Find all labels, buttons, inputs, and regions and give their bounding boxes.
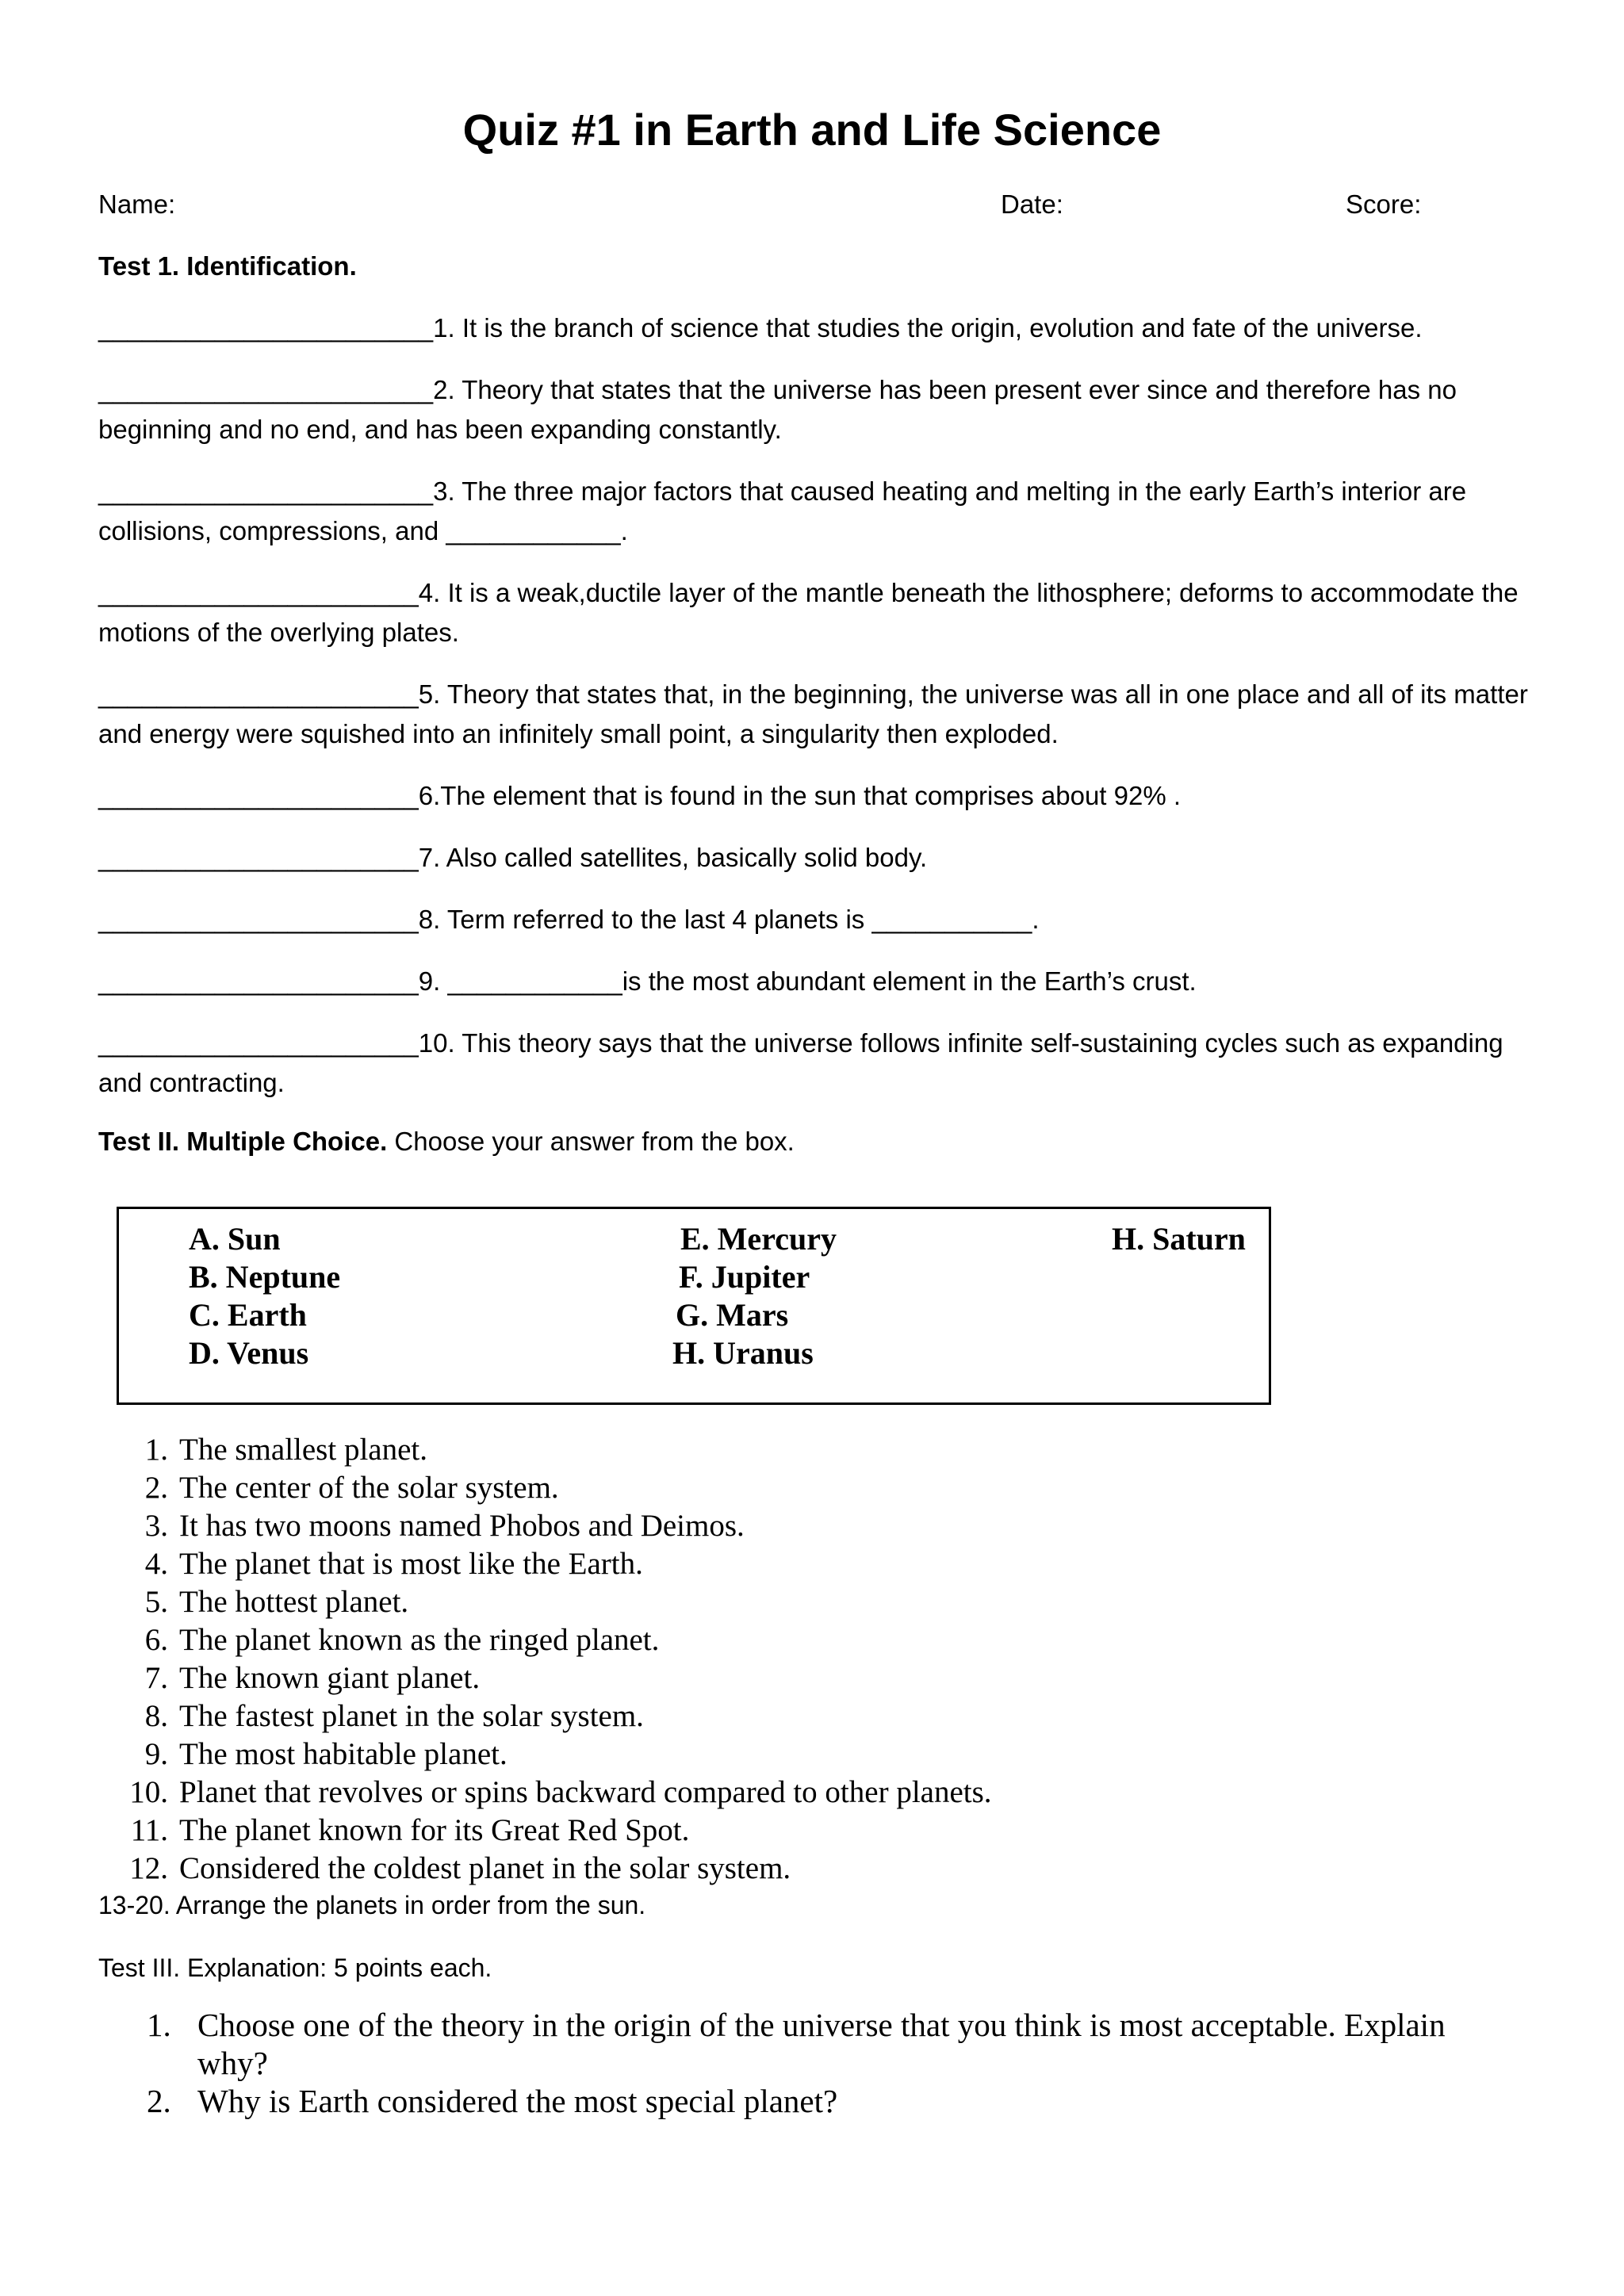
date-label: Date:	[1001, 189, 1063, 219]
answer-blank[interactable]: _______________________	[98, 476, 434, 506]
test1-item	[98, 838, 1542, 878]
list-item: 5. The hottest planet.	[144, 1585, 409, 1619]
choice-item: F. Jupiter	[679, 1259, 810, 1295]
multiple-choice-questions	[117, 1431, 992, 1888]
choice-item: H. Saturn	[1112, 1221, 1246, 1257]
list-item: 3. It has two moons named Phobos and Deimos.	[144, 1509, 745, 1543]
choice-item: C. Earth	[189, 1297, 307, 1333]
test1-item	[98, 675, 1542, 754]
test2-heading: Test II. Multiple Choice. Choose your answer from the box.	[98, 1127, 795, 1156]
test1-item	[98, 370, 1542, 450]
list-item: 6. The planet known as the ringed planet.	[144, 1623, 660, 1657]
question-text: 9. ____________is the most abundant element in the Earth’s crust.	[418, 966, 1197, 996]
question-text: 6.The element that is found in the sun that comprises about 92% .	[418, 781, 1182, 810]
question-text: 1. It is the branch of science that studies the origin, evolution and fate of the universe.	[433, 313, 1423, 342]
score-label: Score:	[1346, 189, 1422, 219]
list-item: 2. The center of the solar system.	[144, 1471, 559, 1505]
arrange-instruction: 13-20. Arrange the planets in order from the sun.	[98, 1891, 646, 1919]
question-text: 8. Term referred to the last 4 planets is ___________.	[418, 905, 1040, 934]
answer-choices-box	[117, 1207, 1271, 1405]
page-title: Quiz #1 in Earth and Life Science	[462, 105, 1162, 155]
list-item: 7. The known giant planet.	[144, 1661, 481, 1695]
test1-item	[98, 776, 1542, 816]
question-text: 3. The three major factors that caused heating and melting in the early Earth’s interior are collisions, compressions, and ____________.	[98, 476, 1467, 545]
question-text: 5. Theory that states that, in the beginning, the universe was all in one place and all of its matter and energy were squished into an infinitely small point, a singularity then exploded.	[98, 679, 1528, 748]
answer-blank[interactable]: ______________________	[98, 781, 419, 810]
answer-blank[interactable]: ______________________	[98, 905, 419, 934]
answer-blank[interactable]: _______________________	[98, 313, 434, 342]
list-item: 4. The planet that is most like the Earth.	[144, 1547, 643, 1581]
answer-blank[interactable]: ______________________	[98, 1028, 419, 1058]
explanation-questions	[147, 2006, 1495, 2120]
choice-item: D. Venus	[189, 1335, 309, 1371]
test1-item	[98, 573, 1542, 652]
list-item: 11. The planet known for its Great Red Spot.	[130, 1813, 690, 1847]
choice-item: A. Sun	[189, 1221, 281, 1257]
answer-blank[interactable]: ______________________	[98, 578, 419, 607]
answer-blank[interactable]: ______________________	[98, 843, 419, 872]
choice-item: G. Mars	[676, 1297, 789, 1333]
choice-item: E. Mercury	[680, 1221, 837, 1257]
choice-item: H. Uranus	[672, 1335, 814, 1371]
name-label: Name:	[98, 189, 176, 219]
answer-blank[interactable]: _______________________	[98, 375, 434, 404]
list-item: 9. The most habitable planet.	[144, 1737, 508, 1771]
test3-heading: Test III. Explanation: 5 points each.	[98, 1954, 492, 1982]
test1-heading: Test 1. Identification.	[98, 251, 357, 281]
list-item: 2. Why is Earth considered the most special planet?	[147, 2083, 838, 2119]
answer-blank[interactable]: ______________________	[98, 679, 419, 709]
test1-item	[98, 472, 1542, 551]
list-item: 1. Choose one of the theory in the origin of the universe that you think is most acceptable. Explain why?	[147, 2007, 1446, 2081]
question-text: 2. Theory that states that the universe has been present ever since and therefore has no beginning and no end, and has been expanding constantly.	[98, 375, 1457, 444]
list-item: 1. The smallest planet.	[144, 1433, 427, 1467]
list-item: 12. Considered the coldest planet in the solar system.	[129, 1851, 791, 1885]
question-text: 4. It is a weak,ductile layer of the mantle beneath the lithosphere; deforms to accommodate the motions of the overlying plates.	[98, 578, 1519, 647]
choice-item: B. Neptune	[189, 1259, 341, 1295]
answer-blank[interactable]: ______________________	[98, 966, 419, 996]
test1-item	[98, 1024, 1542, 1103]
question-text: 7. Also called satellites, basically solid body.	[418, 843, 928, 872]
list-item: 8. The fastest planet in the solar system.	[144, 1699, 644, 1733]
list-item: 10. Planet that revolves or spins backward compared to other planets.	[129, 1775, 992, 1809]
test1-item	[98, 900, 1542, 939]
test1-item	[98, 308, 1542, 348]
test1-item	[98, 962, 1542, 1001]
question-text: 10. This theory says that the universe follows infinite self-sustaining cycles such as expanding and contracting.	[98, 1028, 1503, 1097]
